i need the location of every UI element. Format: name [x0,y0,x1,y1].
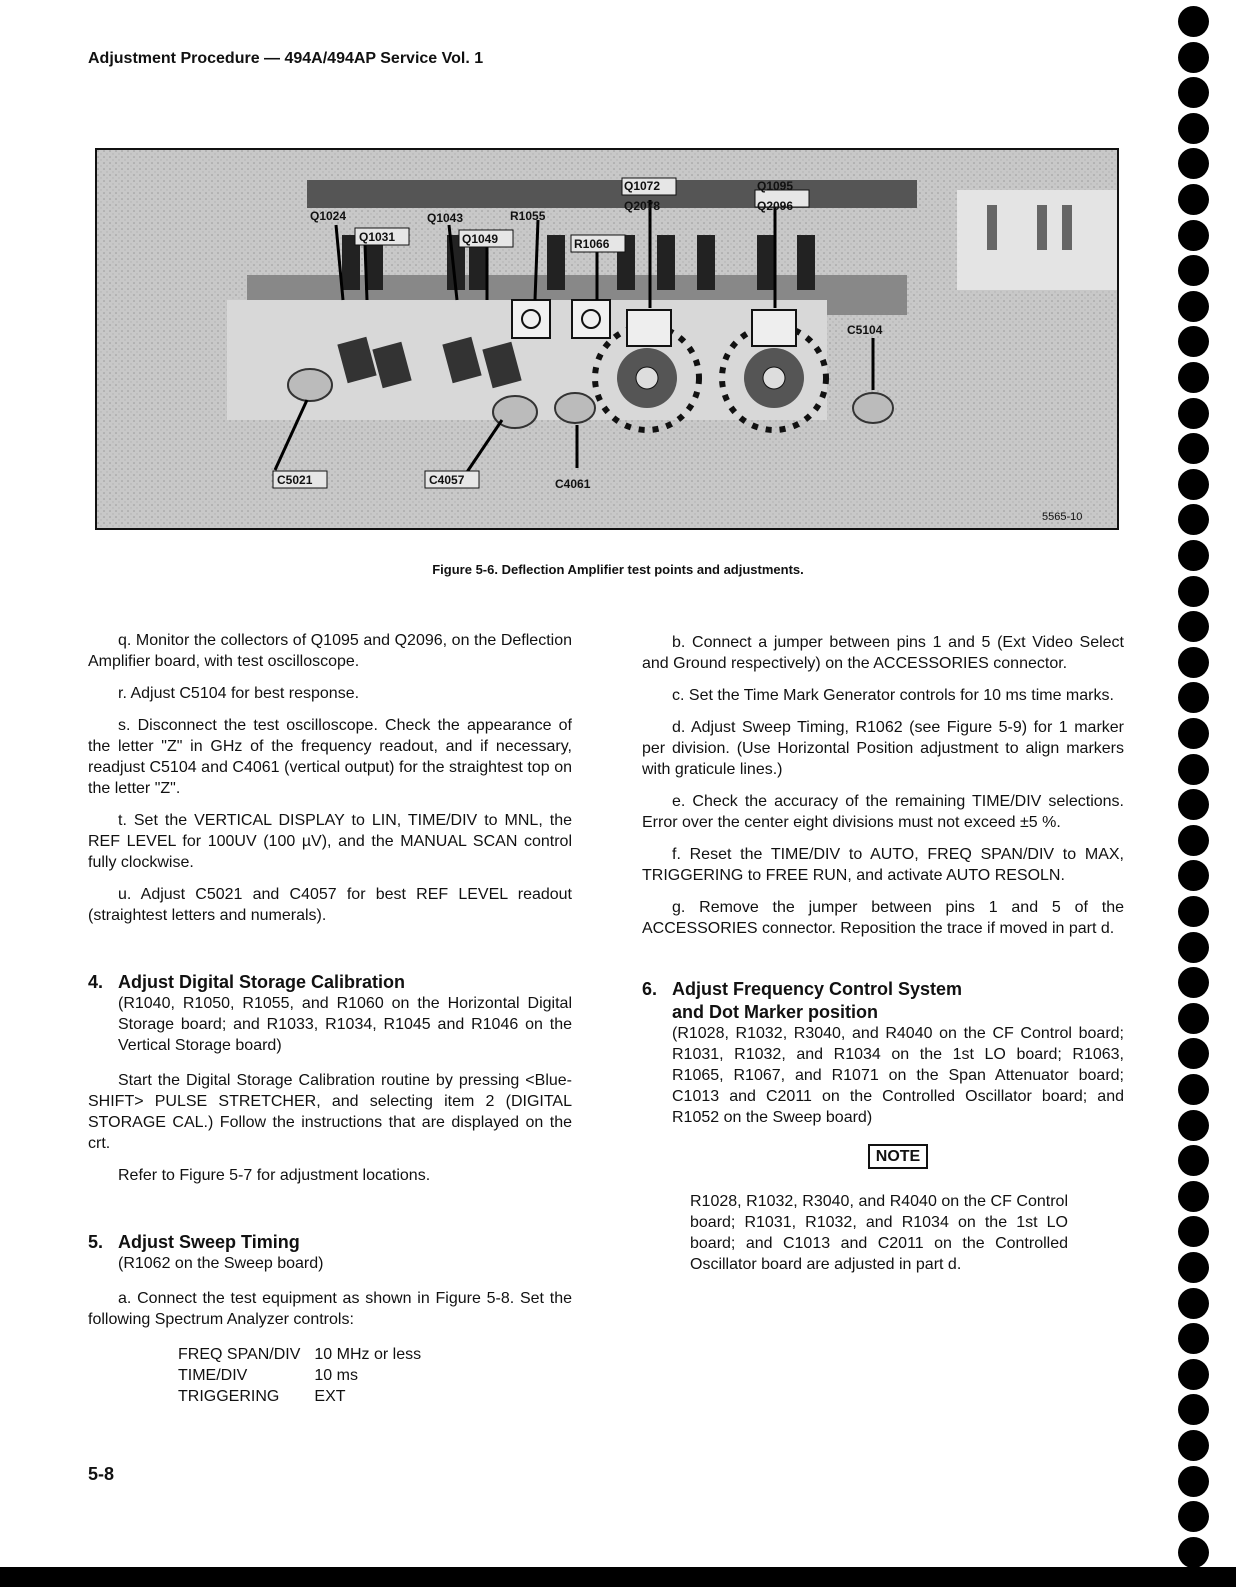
page-number: 5-8 [88,1464,115,1484]
binder-hole [1178,362,1209,393]
section-4-paragraph-2: Refer to Figure 5-7 for adjustment locations. [118,1167,431,1184]
binder-hole [1178,1216,1209,1247]
step-5a: a. Connect the test equipment as shown in Figure 5-8. Set the following Spectrum Analyzer controls: [88,1290,572,1328]
scan-edge [0,1567,1236,1587]
binder-hole [1178,113,1209,144]
step-u: u. Adjust C5021 and C4057 for best REF LEVEL readout (straightest letters and numerals). [88,886,572,924]
label-c4061: C4061 [555,477,591,491]
binder-holes [1178,0,1218,1587]
binder-hole [1178,1110,1209,1141]
label-q1043: Q1043 [427,211,464,225]
figure-id: 5565-10 [1042,511,1083,523]
binder-hole [1178,1181,1209,1212]
binder-hole [1178,1288,1209,1319]
binder-hole [1178,540,1209,571]
binder-hole [1178,576,1209,607]
label-q1072: Q1072 [624,179,661,193]
binder-hole [1178,896,1209,927]
binder-hole [1178,1466,1209,1497]
label-c5104: C5104 [847,323,883,337]
label-q1049: Q1049 [462,232,499,246]
step-g: g. Remove the jumper between pins 1 and 5 of the ACCESSORIES connector. Reposition the trace if moved in part d. [642,899,1124,937]
label-r1055: R1055 [510,209,546,223]
binder-hole [1178,860,1209,891]
binder-hole [1178,1430,1209,1461]
section-5-title: 5. Adjust Sweep Timing [88,1232,300,1252]
binder-hole [1178,789,1209,820]
figure-photo [95,148,1119,530]
binder-hole [1178,469,1209,500]
step-f: f. Reset the TIME/DIV to AUTO, FREQ SPAN/DIV to MAX, TRIGGERING to FREE RUN, and activate AUTO RESOLN. [642,846,1124,884]
label-q2096: Q2096 [757,199,794,213]
step-t: t. Set the VERTICAL DISPLAY to LIN, TIME/DIV to MNL, the REF LEVEL for 100UV (100 µV), and the MANUAL SCAN control fully clockwise. [88,812,572,871]
binder-hole [1178,1501,1209,1532]
section-4-scope: (R1040, R1050, R1055, and R1060 on the Horizontal Digital Storage board; and R1033, R1034, R1045 and R1046 on the Vertical Storage board) [118,995,572,1054]
section-6-title-line-2: and Dot Marker position [672,1002,879,1022]
binder-hole [1178,148,1209,179]
step-r: r. Adjust C5104 for best response. [118,685,360,702]
binder-hole [1178,932,1209,963]
binder-hole [1178,42,1209,73]
binder-hole [1178,398,1209,429]
binder-hole [1178,1323,1209,1354]
page-header: Adjustment Procedure — 494A/494AP Service Vol. 1 [88,50,484,67]
label-q1031: Q1031 [359,230,396,244]
note-heading [672,1144,1124,1169]
binder-hole [1178,967,1209,998]
left-column [88,630,572,1407]
binder-hole [1178,611,1209,642]
table-row: TIME/DIV 10 ms [178,1367,358,1384]
label-q1024: Q1024 [310,209,347,223]
label-c4057: C4057 [429,473,465,487]
section-4-paragraph-1: Start the Digital Storage Calibration routine by pressing <Blue-SHIFT> PULSE STRETCHER, and selecting item 2 (DIGITAL STORAGE CAL.) Follow the instructions that are displayed on the crt. [88,1072,572,1152]
figure-caption: Figure 5-6. Deflection Amplifier test points and adjustments. [432,562,804,577]
binder-hole [1178,291,1209,322]
binder-hole [1178,825,1209,856]
label-q2078: Q2078 [624,199,661,213]
section-6-scope: (R1028, R1032, R3040, and R4040 on the CF Control board; R1031, R1032, and R1034 on the 1st LO board; R1063, R1065, R1067, and R1071 on the Span Attenuator board; C1013 and C2011 on the Controlled Oscillator board; and R1052 on the Sweep board) [672,1025,1124,1126]
binder-hole [1178,647,1209,678]
binder-hole [1178,682,1209,713]
step-c: c. Set the Time Mark Generator controls for 10 ms time marks. [672,687,1114,704]
binder-hole [1178,504,1209,535]
binder-hole [1178,754,1209,785]
right-column [642,632,1124,1286]
binder-hole [1178,1252,1209,1283]
binder-hole [1178,220,1209,251]
step-q: q. Monitor the collectors of Q1095 and Q2096, on the Deflection Amplifier board, with test oscilloscope. [88,632,572,670]
step-s: s. Disconnect the test oscilloscope. Check the appearance of the letter "Z" in GHz of the frequency readout, and if necessary, readjust C5104 and C4061 (vertical output) for the straightest top on the letter "Z". [88,717,572,797]
binder-hole [1178,1145,1209,1176]
step-e: e. Check the accuracy of the remaining TIME/DIV selections. Error over the center eight divisions must not exceed ±5 %. [642,793,1124,831]
circuit-board-photo [97,150,1119,530]
note-text: R1028, R1032, R3040, and R4040 on the CF Control board; R1031, R1032, and R1034 on the 1st LO board; and C1013 and C2011 on the Controlled Oscillator board are adjusted in part d. [690,1193,1068,1273]
section-4-title: 4. Adjust Digital Storage Calibration [88,972,406,992]
label-r1066: R1066 [574,237,610,251]
binder-hole [1178,255,1209,286]
step-b: b. Connect a jumper between pins 1 and 5 (Ext Video Select and Ground respectively) on the ACCESSORIES connector. [642,634,1124,672]
binder-hole [1178,1359,1209,1390]
controls-settings-table [178,1344,435,1407]
section-6-title: 6. Adjust Frequency Control System [642,979,963,999]
binder-hole [1178,77,1209,108]
binder-hole [1178,1003,1209,1034]
step-d: d. Adjust Sweep Timing, R1062 (see Figure 5-9) for 1 marker per division. (Use Horizontal Position adjustment to align markers with graticule lines.) [642,719,1124,778]
label-q1095: Q1095 [757,179,794,193]
note-label: NOTE [868,1144,928,1169]
binder-hole [1178,1074,1209,1105]
binder-hole [1178,1038,1209,1069]
binder-hole [1178,433,1209,464]
binder-hole [1178,326,1209,357]
section-5-scope: (R1062 on the Sweep board) [118,1255,324,1272]
table-row: FREQ SPAN/DIV 10 MHz or less [178,1346,422,1363]
binder-hole [1178,1537,1209,1568]
binder-hole [1178,6,1209,37]
binder-hole [1178,1394,1209,1425]
label-c5021: C5021 [277,473,313,487]
binder-hole [1178,184,1209,215]
table-row: TRIGGERING EXT [178,1388,346,1405]
binder-hole [1178,718,1209,749]
